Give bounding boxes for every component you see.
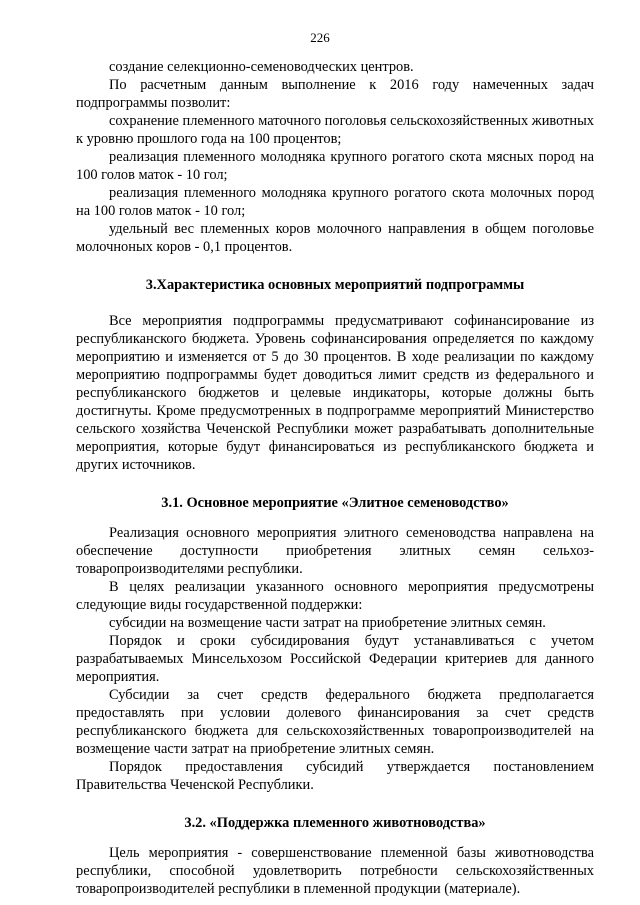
section-heading-3: 3.Характеристика основных мероприятий подпрограммы: [145, 277, 525, 293]
paragraph: удельный вес племенных коров молочного направления в общем поголовье молочноных коров - 0,1 процентов.: [76, 221, 594, 255]
paragraph: Субсидии за счет средств федерального бюджета предполагается предоставлять при условии долевого финансирования за счет средств республиканского бюджета для сельскохозяйственных товаропроизводителей на возмещение части затрат на приобретение элитных семян.: [76, 687, 594, 757]
paragraph: субсидии на возмещение части затрат на приобретение элитных семян.: [109, 615, 546, 631]
paragraph: сохранение племенного маточного поголовья сельскохозяйственных животных к уровню прошлого года на 100 процентов;: [76, 113, 594, 147]
paragraph: реализация племенного молодняка крупного рогатого скота мясных пород на 100 голов маток - 10 гол;: [76, 149, 594, 183]
paragraph: Порядок и сроки субсидирования будут устанавливаться с учетом разрабатываемых Минсельхозом Российской Федерации критериев для данного мероприятия.: [76, 633, 594, 685]
section-heading-3-2: 3.2. «Поддержка племенного животноводства»: [184, 815, 486, 831]
paragraph: реализация племенного молодняка крупного рогатого скота молочных пород на 100 голов маток - 10 гол;: [76, 185, 594, 219]
paragraph: Реализация основного мероприятия элитного семеноводства направлена на обеспечение доступности приобретения элитных семян сельхоз-товаропроизводителями республики.: [76, 525, 594, 577]
paragraph: В целях реализации указанного основного мероприятия предусмотрены следующие виды государственной поддержки:: [76, 579, 594, 613]
paragraph: Порядок предоставления субсидий утверждается постановлением Правительства Чеченской Республики.: [76, 759, 594, 793]
paragraph: Все мероприятия подпрограммы предусматривают софинансирование из республиканского бюджета. Уровень софинансирования определяется по каждому мероприятию и изменяется от 5 до 30 процентов. В ходе реализации по каждому мероприятию подпрограммы будет доводиться лимит средств из федерального и республиканского бюджетов и целевые индикаторы, которые должны быть достигнуты. Кроме предусмотренных в подпрограмме мероприятий Министерство сельского хозяйства Чеченской Республики может разрабатывать дополнительные мероприятия, которые будут финансироваться из республиканского бюджета и других источников.: [76, 313, 594, 473]
paragraph: По расчетным данным выполнение к 2016 году намеченных задач подпрограммы позволит:: [76, 77, 594, 111]
page-content: [76, 58, 594, 898]
page-number: 226: [310, 30, 330, 45]
paragraph: создание селекционно-семеноводческих центров.: [109, 59, 414, 75]
paragraph: Цель мероприятия - совершенствование племенной базы животноводства республики, способной удовлетворить потребности сельскохозяйственных товаропроизводителей республики в племенной продукции (материале).: [76, 845, 594, 897]
section-heading-3-1: 3.1. Основное мероприятие «Элитное семеноводство»: [161, 495, 509, 511]
